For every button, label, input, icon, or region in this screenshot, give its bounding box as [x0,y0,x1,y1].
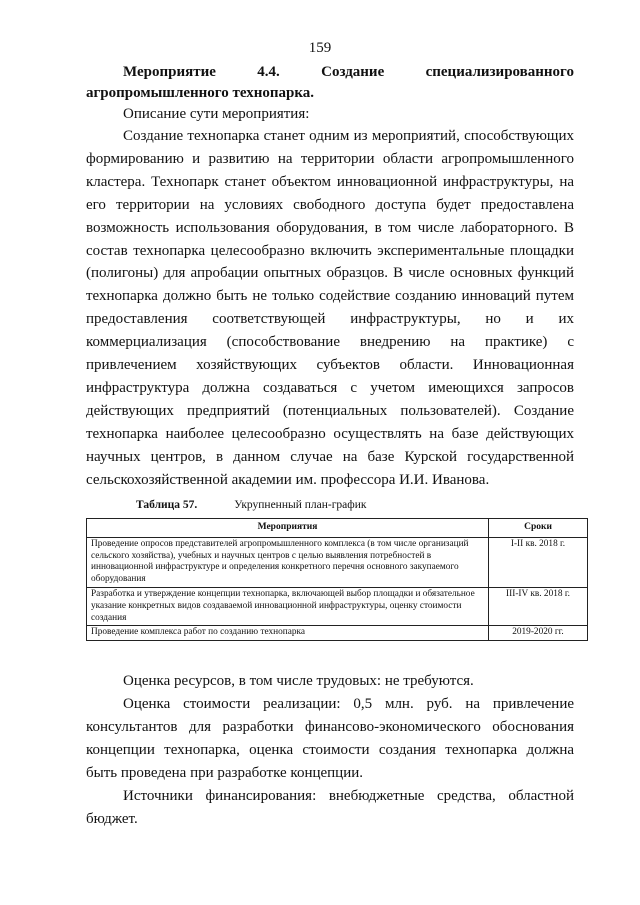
table-cell-event: Проведение комплекса работ по созданию технопарка [87,626,489,641]
table-caption-number: Таблица 57. [136,499,198,511]
table-cell-term: I-II кв. 2018 г. [489,537,588,587]
column-header-events: Мероприятия [87,519,489,538]
table-row [87,587,588,625]
table-cell-event: Разработка и утверждение концепции технопарка, включающей выбор площадки и обязательное указание конкретных видов создаваемой инновационной инфраструктуры, оценку стоимости создания [87,587,489,625]
funding-paragraph: Источники финансирования: внебюджетные средства, областной бюджет. [86,788,574,827]
cost-paragraph: Оценка стоимости реализации: 0,5 млн. руб. на привлечение консультантов для разработки финансово-экономического обоснования концепции технопарка, оценка стоимости создания технопарка должна быть проведена при разработке концепции. [86,696,574,781]
resources-paragraph: Оценка ресурсов, в том числе трудовых: не требуются. [123,673,474,689]
section-heading: Мероприятие 4.4. Создание специализированного агропромышленного технопарка. [86,64,574,101]
page-number: 159 [308,40,332,56]
table-cell-term: 2019-2020 гг. [489,626,588,641]
table-row [87,626,588,641]
table-caption [136,499,366,511]
schedule-table [86,518,588,641]
column-header-terms: Сроки [489,519,588,538]
table-caption-title: Укрупненный план-график [234,499,367,511]
table-header-row [87,519,588,538]
table-cell-event: Проведение опросов представителей агропромышленного комплекса (в том числе организаций сельского хозяйства), учебных и научных центров с целью выявления потребностей в инновационной инфраструктуре и определения конкретного перечня основного закупаемого оборудования [87,537,489,587]
table-row [87,537,588,587]
description-paragraph: Создание технопарка станет одним из мероприятий, способствующих формированию и развитию на территории области агропромышленного кластера. Технопарк станет объектом инновационной инфраструктуры, на его территории на условиях свободного доступа будет предоставлена возможность использования оборудования, в том числе лабораторного. В состав технопарка целесообразно включить экспериментальные площадки (полигоны) для апробации опытных образцов. В числе основных функций технопарка должно быть не только содействие созданию инноваций путем предоставления соответствующей инфраструктуры, но и их коммерциализация (способствование внедрению на практике) с привлечением хозяйствующих субъектов области. Инновационная инфраструктура должна создаваться с учетом имеющихся запросов действующих предприятий (потенциальных пользователей). Создание технопарка наиболее целесообразно осуществлять на базе действующих научных центров, в данном случае на базе Курской государственной сельскохозяйственной академии им. профессора И.И. Иванова. [86,128,574,488]
description-label: Описание сути мероприятия: [123,106,310,122]
table-cell-term: III-IV кв. 2018 г. [489,587,588,625]
